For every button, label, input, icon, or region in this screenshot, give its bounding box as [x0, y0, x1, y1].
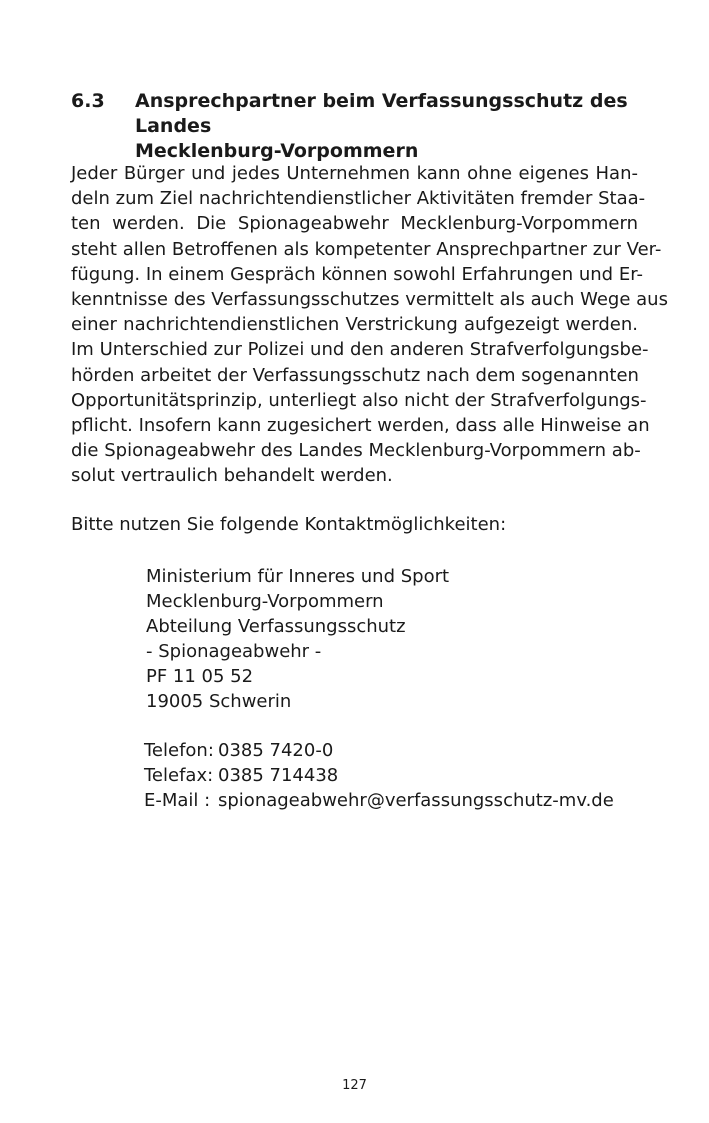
contact-phone [144, 738, 614, 763]
section-title-line: Ansprechpartner beim Verfassungsschutz des Landes [135, 90, 628, 137]
paragraph-line: Jeder Bürger und jedes Unternehmen kann ohne eigenes Han- [71, 163, 638, 184]
contact-email [144, 788, 614, 813]
phone-number: 0385 7420-0 [218, 740, 334, 761]
address-line: Abteilung Verfassungsschutz [146, 616, 406, 637]
contact-details [144, 738, 614, 813]
paragraph-line: steht allen Betroffenen als kompetenter Ansprechpartner zur Ver- [71, 238, 662, 260]
email-address: spionageabwehr@verfassungsschutz-mv.de [218, 790, 614, 811]
contact-fax [144, 763, 614, 788]
paragraph-line: ten werden. Die Spionageabwehr Mecklenburg-Vorpommern [71, 213, 638, 235]
paragraph-line: einer nachrichtendienstlichen Verstrickung aufgezeigt werden. [71, 314, 638, 336]
section-title [135, 89, 645, 164]
paragraph-line: Opportunitätsprinzip, unterliegt also nicht der Strafverfolgungs- [71, 389, 647, 411]
address-line: Mecklenburg-Vorpommern [146, 591, 384, 612]
address-line: PF 11 05 52 [146, 666, 254, 687]
paragraph-line: die Spionageabwehr des Landes Mecklenburg-Vorpommern ab- [71, 440, 641, 462]
paragraph-line: hörden arbeitet der Verfassungsschutz nach dem sogenannten [71, 364, 639, 386]
contact-label: Telefon: [144, 740, 214, 761]
postal-address [146, 564, 449, 714]
contact-label: E-Mail : [144, 790, 211, 811]
section-title-line: Mecklenburg-Vorpommern [135, 140, 419, 162]
paragraph-line: solut vertraulich behandelt werden. [71, 465, 393, 487]
fax-number: 0385 714438 [218, 765, 339, 786]
contact-label: Telefax: [144, 765, 214, 786]
body-paragraph [71, 161, 668, 488]
section-number: 6.3 [71, 90, 105, 112]
paragraph-line: fügung. In einem Gespräch können sowohl Erfahrungen und Er- [71, 263, 643, 285]
paragraph-line: kenntnisse des Verfassungsschutzes vermittelt als auch Wege aus [71, 288, 668, 310]
address-line: 19005 Schwerin [146, 691, 292, 712]
page-number: 127 [342, 1078, 367, 1093]
paragraph-line: deln zum Ziel nachrichtendienstlicher Aktivitäten fremder Staa- [71, 188, 646, 210]
address-line: - Spionageabwehr - [146, 641, 322, 662]
address-line: Ministerium für Inneres und Sport [146, 566, 450, 587]
paragraph-line: pflicht. Insofern kann zugesichert werden, dass alle Hinweise an [71, 414, 650, 436]
paragraph-line: Im Unterschied zur Polizei und den anderen Strafverfolgungsbe- [71, 339, 649, 361]
contact-intro: Bitte nutzen Sie folgende Kontaktmöglichkeiten: [71, 514, 507, 535]
